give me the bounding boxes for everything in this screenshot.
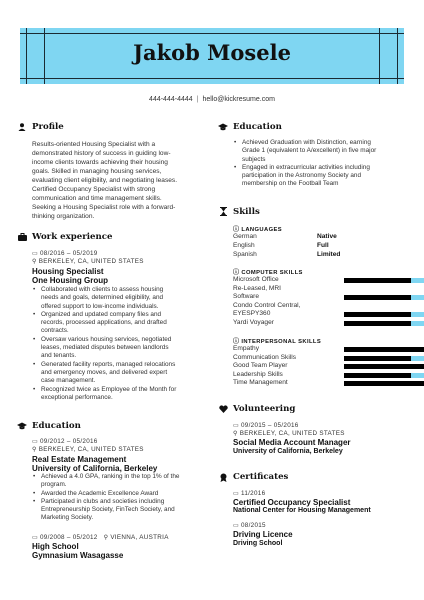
edu-bullets bbox=[32, 473, 214, 523]
contact-line bbox=[0, 96, 424, 103]
bullet-line: contracts. bbox=[41, 327, 69, 335]
skill-name-line: Microsoft Office bbox=[233, 276, 279, 283]
edu2-school: Gymnasium Wasagasse bbox=[32, 551, 124, 560]
edu2-dates-text: 09/2008 – 05/2012 bbox=[39, 534, 98, 541]
location-pin-icon: ⚲ bbox=[32, 447, 37, 453]
languages-list bbox=[233, 232, 413, 262]
cert1-date bbox=[233, 490, 265, 497]
language-row bbox=[233, 250, 413, 259]
calendar-icon: ▭ bbox=[233, 491, 239, 497]
skill-name-line: Good Team Player bbox=[233, 362, 288, 370]
bullet-item bbox=[233, 164, 411, 189]
profile-line: thinking organization. bbox=[32, 213, 95, 220]
location-pin-icon: ⚲ bbox=[103, 535, 109, 541]
bullet-item bbox=[32, 498, 214, 523]
skill-name bbox=[233, 371, 333, 380]
cert2-date-text: 08/2015 bbox=[240, 522, 266, 529]
language-level: Native bbox=[317, 233, 337, 240]
education-right-heading: Education bbox=[233, 122, 282, 132]
skill-row bbox=[233, 345, 424, 354]
bullet-item bbox=[32, 473, 214, 490]
cert2-date bbox=[233, 522, 266, 529]
interpersonal-subheading bbox=[233, 336, 321, 345]
education-heading: Education bbox=[32, 421, 81, 431]
cert2-issuer: Driving School bbox=[233, 540, 283, 547]
cert1-name: Certified Occupancy Specialist bbox=[233, 498, 351, 507]
skill-level-bar bbox=[344, 295, 424, 300]
skill-level-bar bbox=[344, 347, 424, 352]
skill-name bbox=[233, 276, 333, 285]
skill-level-bar bbox=[344, 278, 424, 283]
bullet-line: Marketing Society. bbox=[41, 514, 94, 522]
skill-name bbox=[233, 379, 333, 388]
bullet-line: case management. bbox=[41, 377, 96, 385]
vol-org: University of California, Berkeley bbox=[233, 448, 343, 455]
bullet-item bbox=[32, 311, 214, 336]
vol-dates-text: 09/2015 – 05/2016 bbox=[240, 422, 299, 429]
calendar-icon: ▭ bbox=[233, 523, 239, 529]
bullet-line: participation in the Astronomy Society and bbox=[242, 172, 362, 180]
skill-level-fill bbox=[344, 373, 411, 378]
skill-level-bar bbox=[344, 381, 424, 386]
profile-line: Results-oriented Housing Specialist with a bbox=[32, 141, 156, 148]
skill-name-line: Time Management bbox=[233, 379, 288, 387]
interpersonal-skills-list bbox=[233, 345, 424, 390]
vol-location bbox=[233, 430, 345, 437]
heart-icon bbox=[219, 405, 228, 415]
profile-line: demonstrated history of success in guiding low- bbox=[32, 150, 171, 157]
skill-level-fill bbox=[344, 321, 411, 326]
skill-level-bar bbox=[344, 373, 424, 378]
profile-line: communication and time management skills. bbox=[32, 195, 162, 202]
profile-heading: Profile bbox=[32, 122, 64, 132]
skill-name-line: Leadership Skills bbox=[233, 370, 283, 378]
skill-level-bar bbox=[344, 321, 424, 326]
location-pin-icon: ⚲ bbox=[32, 259, 37, 265]
phone: 444-444-4444 bbox=[149, 96, 193, 103]
bullet-line: program. bbox=[41, 481, 67, 489]
job-company: One Housing Group bbox=[32, 276, 108, 285]
header-rule bbox=[20, 78, 404, 79]
skill-row bbox=[233, 276, 424, 285]
skill-level-fill bbox=[344, 312, 411, 317]
info-circle-icon: ⓘ bbox=[233, 227, 240, 233]
bullet-item bbox=[32, 286, 214, 311]
job-dates bbox=[32, 250, 98, 257]
header-rule bbox=[20, 33, 404, 34]
bullet-line: subjects bbox=[242, 155, 266, 163]
edu2-degree: High School bbox=[32, 542, 79, 551]
info-circle-icon: ⓘ bbox=[233, 270, 240, 276]
skill-level-fill bbox=[344, 356, 411, 361]
header-banner bbox=[20, 28, 404, 84]
skill-level-fill bbox=[344, 381, 424, 386]
bullet-line: • Organized and updated company files and bbox=[41, 310, 162, 318]
calendar-icon: ▭ bbox=[233, 423, 239, 429]
bullet-line: records, processed applications, and drafted bbox=[41, 319, 167, 327]
language-level: Limited bbox=[317, 251, 341, 258]
skill-name bbox=[233, 285, 333, 302]
contact-separator: | bbox=[196, 96, 199, 103]
profile-line: Certified Occupancy Specialist with strong bbox=[32, 186, 156, 193]
language-name: German bbox=[233, 233, 257, 240]
job-location-text: BERKELEY, CA, UNITED STATES bbox=[38, 258, 144, 265]
profile-line: Seeking a Housing Specialist role with a forward- bbox=[32, 204, 176, 211]
bullet-line: • Achieved a 4.0 GPA, ranking in the top 1% of the bbox=[41, 473, 180, 480]
candidate-name: Jakob Mosele bbox=[133, 40, 291, 65]
skill-row bbox=[233, 319, 424, 328]
interpersonal-title: INTERPERSONAL SKILLS bbox=[241, 339, 322, 345]
bullet-line: needs and goals, determined eligibility, and bbox=[41, 294, 164, 302]
award-icon bbox=[219, 473, 228, 484]
info-circle-icon: ⓘ bbox=[233, 339, 240, 345]
skill-row bbox=[233, 354, 424, 363]
cert1-date-text: 11/2016 bbox=[240, 490, 266, 497]
skill-name-line: Software bbox=[233, 293, 260, 301]
calendar-icon: ▭ bbox=[32, 535, 38, 541]
bullet-line: membership on the Football Team bbox=[242, 180, 339, 188]
language-name: Spanish bbox=[233, 251, 257, 258]
computer-title: COMPUTER SKILLS bbox=[241, 270, 303, 276]
calendar-icon: ▭ bbox=[32, 439, 38, 445]
volunteering-heading: Volunteering bbox=[233, 404, 296, 414]
vol-location-text: BERKELEY, CA, UNITED STATES bbox=[239, 430, 345, 437]
cert2-name: Driving Licence bbox=[233, 530, 293, 539]
bullet-line: and emergency moves, and delivered expert bbox=[41, 368, 168, 376]
bullet-line: • Generated facility reports, managed relocations bbox=[41, 360, 176, 368]
skill-name-line: EYESPY360 bbox=[233, 310, 271, 318]
edu-location bbox=[32, 446, 144, 453]
bullet-item bbox=[233, 139, 411, 164]
certificates-heading: Certificates bbox=[233, 472, 289, 482]
briefcase-icon bbox=[18, 233, 27, 243]
edu-dates-text: 09/2012 – 05/2016 bbox=[39, 438, 98, 445]
skills-heading: Skills bbox=[233, 207, 260, 217]
skill-name bbox=[233, 354, 333, 363]
bullet-line: • Collaborated with clients to assess housing bbox=[41, 286, 164, 293]
skill-name-line: Empathy bbox=[233, 345, 260, 352]
skill-row bbox=[233, 379, 424, 388]
vol-dates bbox=[233, 422, 299, 429]
profile-summary bbox=[32, 140, 212, 221]
skill-row bbox=[233, 362, 424, 371]
skill-name-line: Condo Control Central, bbox=[233, 301, 301, 309]
skill-name-line: Communication Skills bbox=[233, 353, 297, 361]
job-location bbox=[32, 258, 144, 265]
edu2-meta bbox=[32, 534, 169, 541]
skill-name bbox=[233, 319, 333, 328]
language-row bbox=[233, 241, 413, 250]
job-title: Housing Specialist bbox=[32, 267, 104, 276]
edu-dates bbox=[32, 438, 98, 445]
bullet-item bbox=[32, 490, 214, 498]
skill-name bbox=[233, 302, 333, 319]
bullet-line: • Participated in clubs and societies including bbox=[41, 497, 165, 505]
bullet-item bbox=[32, 361, 214, 386]
job-dates-text: 08/2016 – 05/2019 bbox=[39, 250, 98, 257]
graduation-cap-icon bbox=[218, 123, 228, 133]
skill-name bbox=[233, 362, 333, 371]
skill-level-bar bbox=[344, 364, 424, 369]
bullet-line: • Recognized twice as Employee of the Month for bbox=[41, 385, 177, 393]
location-pin-icon: ⚲ bbox=[233, 431, 238, 437]
work-heading: Work experience bbox=[32, 232, 113, 242]
bullet-line: exceptional performance. bbox=[41, 393, 113, 401]
skill-level-bar bbox=[344, 356, 424, 361]
hourglass-icon bbox=[220, 207, 227, 218]
edu2-location-text: VIENNA, AUSTRIA bbox=[110, 534, 169, 541]
bullet-item bbox=[32, 386, 214, 403]
profile-line: goals. Skilled in managing housing services, bbox=[32, 168, 162, 175]
bullet-line: Entrepreneurship Society, FinTech Society, and bbox=[41, 506, 175, 514]
skill-level-fill bbox=[344, 364, 424, 369]
bullet-line: leases, mediated disputes between landlords bbox=[41, 344, 169, 352]
language-name: English bbox=[233, 242, 255, 249]
skill-name-line: Re-Leased, MRI bbox=[233, 284, 282, 292]
user-icon bbox=[18, 123, 26, 133]
job-bullets bbox=[32, 286, 214, 402]
skill-row bbox=[233, 285, 424, 302]
cert1-issuer: National Center for Housing Management bbox=[233, 507, 371, 514]
skill-row bbox=[233, 371, 424, 380]
bullet-line: and tenants. bbox=[41, 352, 77, 360]
computer-subheading bbox=[233, 267, 303, 276]
languages-title: LANGUAGES bbox=[241, 227, 283, 233]
profile-line: evaluating client eligibility, and negotiating leases. bbox=[32, 177, 178, 184]
skill-level-fill bbox=[344, 295, 411, 300]
bullet-line: • Engaged in extracurricular activities including bbox=[242, 163, 370, 171]
edu-school: University of California, Berkeley bbox=[32, 464, 158, 473]
skill-level-fill bbox=[344, 278, 411, 283]
bullet-item bbox=[32, 336, 214, 361]
bullet-line: • Achieved Graduation with Distinction, earning bbox=[242, 139, 371, 146]
vol-role: Social Media Account Manager bbox=[233, 438, 351, 447]
skill-name bbox=[233, 345, 333, 354]
language-row bbox=[233, 232, 413, 241]
bullet-line: • Oversaw various housing services, negotiated bbox=[41, 335, 172, 343]
skill-level-fill bbox=[344, 347, 424, 352]
graduation-cap-icon bbox=[17, 422, 27, 432]
edu-right-bullets bbox=[233, 139, 411, 189]
profile-line: income clients towards achieving their housing bbox=[32, 159, 168, 166]
language-level: Full bbox=[317, 242, 329, 249]
edu-location-text: BERKELEY, CA, UNITED STATES bbox=[38, 446, 144, 453]
skill-row bbox=[233, 302, 424, 319]
edu-degree: Real Estate Management bbox=[32, 455, 127, 464]
calendar-icon: ▭ bbox=[32, 251, 38, 257]
bullet-line: offered support to low-income individuals. bbox=[41, 302, 159, 310]
email-link[interactable]: hello@kickresume.com bbox=[202, 96, 275, 103]
skill-name-line: Yardi Voyager bbox=[233, 319, 274, 326]
bullet-line: Grade 1 (equivalent to A/excellent) in five major bbox=[242, 147, 377, 155]
computer-skills-list bbox=[233, 276, 424, 330]
skill-level-bar bbox=[344, 312, 424, 317]
bullet-line: • Awarded the Academic Excellence Award bbox=[41, 489, 159, 497]
